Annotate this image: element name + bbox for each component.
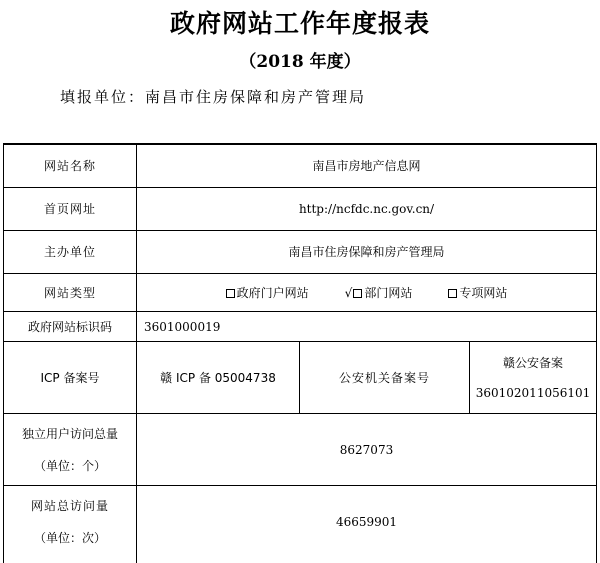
total-visits-unit: （单位：次） (33, 531, 106, 545)
type-option-portal[interactable]: 政府门户网站 (226, 284, 309, 302)
report-title: 政府网站工作年度报表 (169, 9, 430, 38)
type-option-special[interactable]: 专项网站 (448, 284, 507, 302)
total-visits-value: 46659901 (335, 515, 398, 529)
police-record-title: 赣公安备案 (502, 355, 563, 370)
police-record-value (470, 342, 596, 413)
id-code-value: 3601000019 (144, 319, 221, 334)
checkbox-icon (353, 289, 362, 298)
police-record-number: 360102011056101 (475, 385, 591, 400)
checkbox-icon (448, 289, 457, 298)
filing-unit-value: 南昌市住房保障和房产管理局 (145, 88, 367, 106)
unique-visitors-title: 独立用户访问总量 (21, 426, 118, 441)
site-name-label: 网站名称 (43, 159, 96, 173)
total-visits-title: 网站总访问量 (30, 499, 109, 513)
unique-visitors-value: 8627073 (339, 442, 394, 457)
checkbox-icon (226, 289, 235, 298)
unique-visitors-label (4, 414, 136, 485)
site-type-options (137, 274, 596, 311)
police-record-label: 公安机关备案号 (338, 370, 430, 385)
icp-value: 赣 ICP 备 05004738 (160, 370, 276, 385)
site-name-value: 南昌市房地产信息网 (312, 159, 421, 173)
unique-visitors-unit: （单位：个） (33, 458, 106, 473)
total-visits-label (4, 486, 136, 558)
type-option-department[interactable]: √ 部门网站 (344, 285, 413, 300)
report-year: （2018 年度） (239, 52, 361, 72)
check-mark-icon: √ (344, 285, 353, 300)
organizer-value: 南昌市住房保障和房产管理局 (288, 245, 445, 259)
filing-unit-label: 填报单位： (60, 88, 146, 106)
homepage-url[interactable]: http://ncfdc.nc.gov.cn/ (298, 202, 435, 216)
report-table (3, 143, 597, 563)
filing-unit (60, 86, 366, 107)
icp-label: ICP 备案号 (40, 370, 100, 385)
id-code-label: 政府网站标识码 (27, 319, 112, 334)
organizer-label: 主办单位 (43, 245, 96, 259)
homepage-label: 首页网址 (43, 202, 96, 216)
site-type-label: 网站类型 (43, 285, 96, 300)
